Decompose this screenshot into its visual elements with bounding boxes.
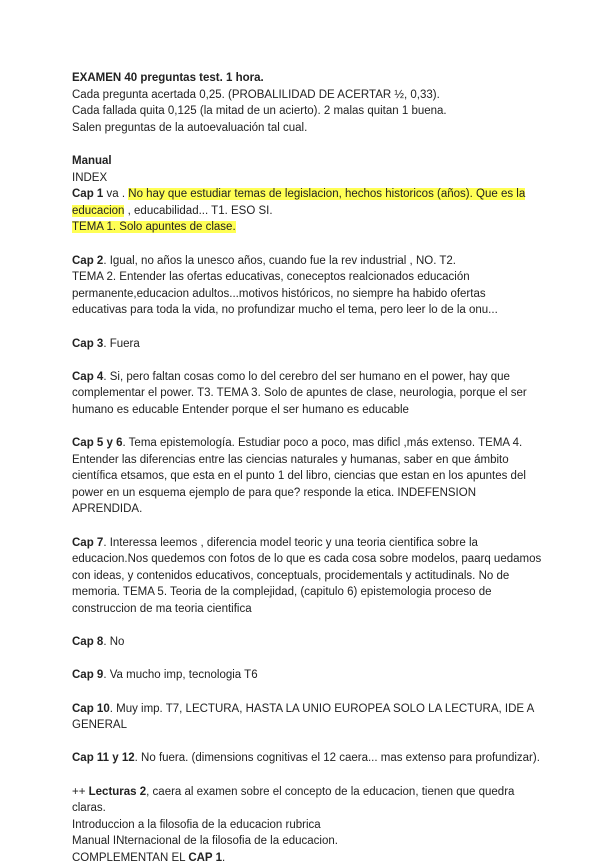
cap8-label: Cap 8 [72,636,104,649]
cap56-label: Cap 5 y 6 [72,437,123,450]
spacer [72,518,542,535]
tema1-highlight: TEMA 1. Solo apuntes de clase. [72,221,236,234]
document-page [72,70,542,867]
manual-heading: Manual [72,154,112,167]
cap3-text: . Fuera [103,337,140,350]
spacer [72,651,542,668]
cap7-paragraph [72,535,542,618]
spacer [72,684,542,701]
cap1-paragraph [72,186,542,219]
cap56-text: . Tema epistemología. Estudiar poco a poco, mas dificl ,más extenso. TEMA 4. Entender las diferencias entre las ciencias naturales y humanas, saber en que ámbito científica etsamos, que esta en el punto 1 del libro, ciencias que estan en los apuntes del power en un esquema ejemplo de para que? responde la etica. INDEFENSION APRENDIDA. [72,437,526,516]
exam-rule-2: Cada fallada quita 0,125 (la mitad de un acierto). 2 malas quitan 1 buena. [72,105,447,118]
cap10-paragraph [72,701,542,734]
cap4-label: Cap 4 [72,370,104,383]
cap2-paragraph [72,253,542,270]
cap7-text: . Interessa leemos , diferencia model teoric y una teoria cientifica sobre la educacion.Nos quedemos con fotos de lo que es cada cosa sobre modelos, paarq uedamos con ideas, y contenidos educativos, conceptuals, procidementals y actitudinals. No de memoria. TEMA 5. Teoria de la complejidad, (capitulo 6) epistemologia proceso de construccion de ma teoria cientifica [72,536,542,615]
cap1112-text: . No fuera. (dimensions cognitivas el 12 caera... mas extenso para profundizar). [134,752,540,765]
complementan-text: COMPLEMENTAN EL [72,851,189,864]
lecturas-paragraph [72,784,542,817]
cap3-label: Cap 3 [72,337,104,350]
tema2-paragraph: TEMA 2. Entender las ofertas educativas, coneceptos realcionados educación permanente,educacion adultos...motivos históricos, no siempre ha habido ofertas educativas para toda la vida, no profundizar mucho el tema, pero leer lo de la onu... [72,271,498,317]
cap1-label: Cap 1 [72,188,104,201]
cap9-paragraph [72,667,542,684]
cap4-paragraph [72,369,542,419]
complementan-cap: CAP 1 [188,851,222,864]
cap1-text-2: , educabilidad... T1. ESO SI. [124,204,273,217]
spacer [72,767,542,784]
tema1-line [72,219,542,236]
complementan-end: . [221,851,226,864]
lecturas-line-2: Introduccion a la filosofia de la educacion rubrica [72,818,321,831]
cap1112-label: Cap 11 y 12 [72,752,135,765]
lecturas-line-3: Manual INternacional de la filosofia de la educacion. [72,835,338,848]
lecturas-text: , caera al examen sobre el concepto de la educacion, tienen que quedra claras. [72,785,515,815]
cap8-text: . No [103,636,125,649]
cap2-text: . Igual, no años la unesco años, cuando fue la rev industrial , NO. T2. [103,254,456,267]
cap1112-paragraph [72,750,542,767]
cap10-text: . Muy imp. T7, LECTURA, HASTA LA UNIO EUROPEA SOLO LA LECTURA, IDE A GENERAL [72,702,534,732]
cap3-paragraph [72,336,542,353]
cap1-highlight: No hay que estudiar temas de legislacion, hechos historicos (años). Que es la educacion [72,188,526,217]
exam-rule-3: Salen preguntas de la autoevaluación tal cual. [72,121,308,134]
cap7-label: Cap 7 [72,536,104,549]
cap2-label: Cap 2 [72,254,104,267]
spacer [72,319,542,336]
spacer [72,734,542,751]
cap8-paragraph [72,634,542,651]
lecturas-line-4 [72,850,542,867]
spacer [72,618,542,635]
spacer [72,236,542,253]
exam-title: EXAMEN 40 preguntas test. 1 hora. [72,72,264,84]
cap56-paragraph [72,435,542,518]
spacer [72,418,542,435]
spacer [72,136,542,153]
cap9-text: . Va mucho imp, tecnologia T6 [103,669,258,682]
index-label: INDEX [72,171,108,184]
cap10-label: Cap 10 [72,702,110,715]
exam-rule-1: Cada pregunta acertada 0,25. (PROBALILIDAD DE ACERTAR ½, 0,33). [72,88,440,101]
lecturas-prefix: ++ [72,785,89,798]
cap4-text: . Si, pero faltan cosas como lo del cerebro del ser humano en el power, hay que complementar el power. T3. TEMA 3. Solo de apuntes de clase, neurologia, porque el ser humano es educable Entender porque el ser humano es educable [72,370,527,416]
cap9-label: Cap 9 [72,669,104,682]
lecturas-label: Lecturas 2 [88,785,147,798]
cap1-text: va . [103,188,129,201]
spacer [72,352,542,369]
